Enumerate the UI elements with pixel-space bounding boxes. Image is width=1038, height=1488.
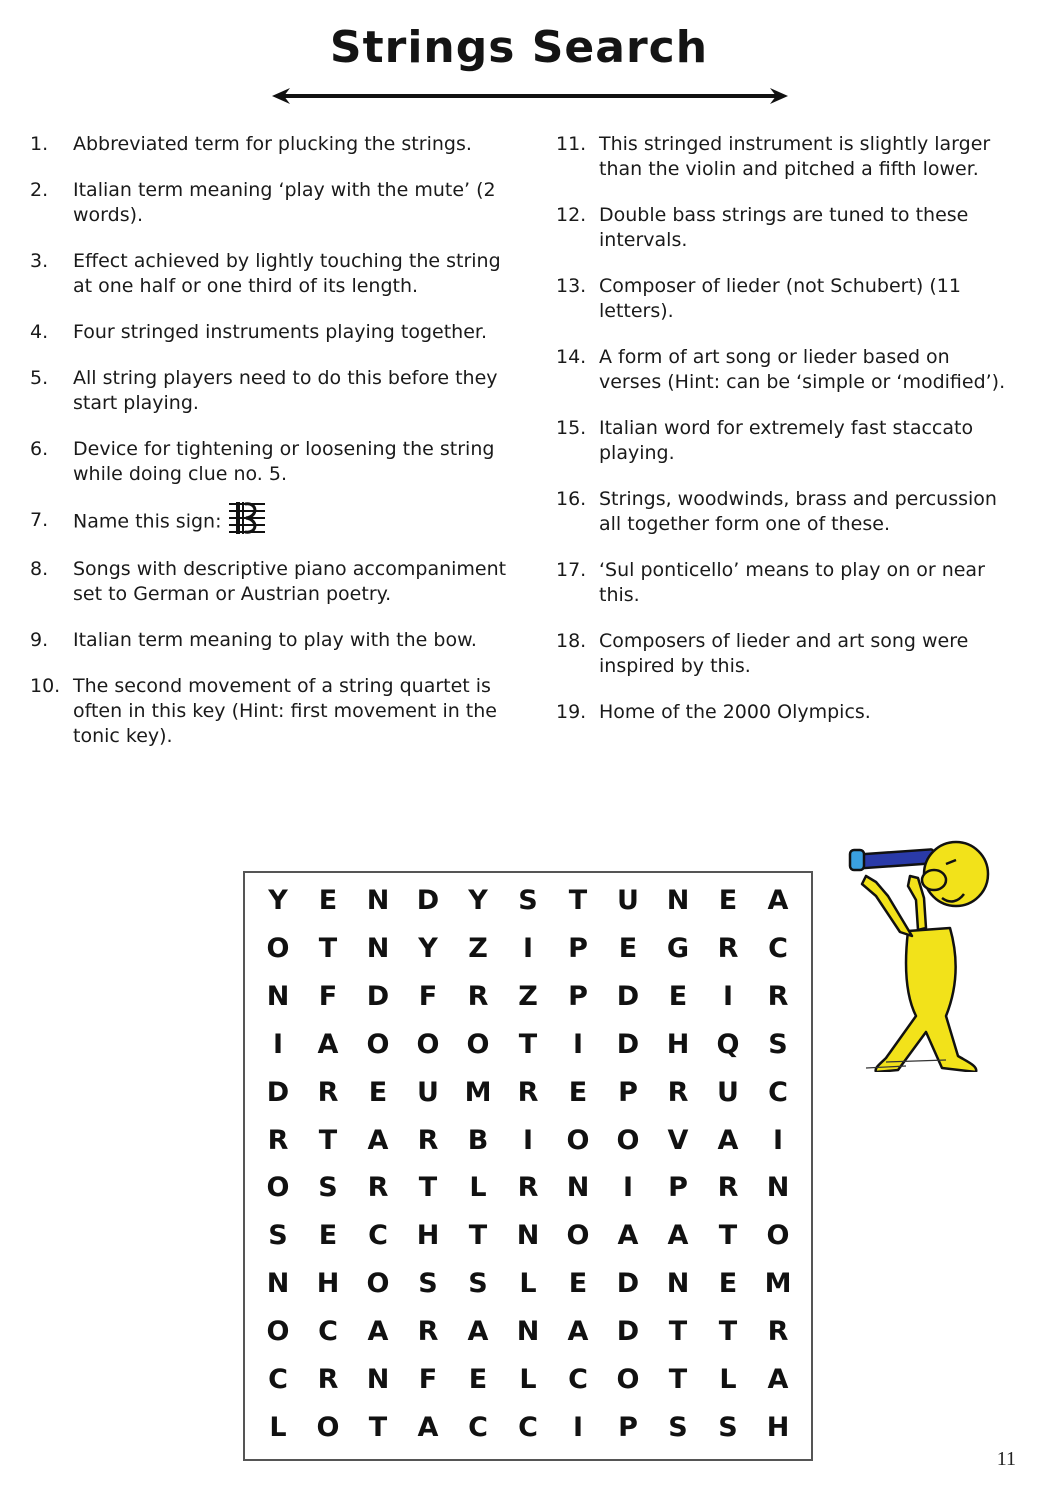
grid-cell[interactable]: N: [516, 1315, 540, 1347]
grid-cell[interactable]: E: [568, 1268, 588, 1300]
clue-item: 3. Effect achieved by lightly touching the string at one half or one third of its length.: [30, 250, 501, 297]
grid-cell[interactable]: N: [266, 1268, 290, 1300]
clue-item: 7. Name this sign:: [30, 508, 510, 536]
grid-cell[interactable]: T: [568, 885, 588, 917]
grid-cell[interactable]: U: [717, 1076, 739, 1108]
grid-cell[interactable]: R: [717, 933, 739, 965]
grid-cell[interactable]: O: [616, 1363, 640, 1395]
grid-cell[interactable]: T: [318, 1124, 338, 1156]
grid-cell[interactable]: O: [566, 1124, 590, 1156]
grid-cell[interactable]: B: [467, 1124, 489, 1156]
grid-cell[interactable]: I: [272, 1028, 284, 1060]
grid-cell[interactable]: O: [366, 1028, 390, 1060]
grid-cell[interactable]: T: [668, 1363, 688, 1395]
grid-cell[interactable]: C: [368, 1220, 388, 1252]
grid-cell[interactable]: N: [266, 981, 290, 1013]
grid-cell[interactable]: A: [367, 1124, 389, 1156]
grid-cell[interactable]: I: [772, 1124, 784, 1156]
grid-cell[interactable]: O: [416, 1028, 440, 1060]
grid-cell[interactable]: R: [467, 981, 489, 1013]
grid-cell[interactable]: P: [668, 1172, 688, 1204]
grid-cell[interactable]: Q: [716, 1028, 740, 1060]
page-title: Strings Search: [329, 22, 709, 73]
grid-cell[interactable]: V: [667, 1124, 689, 1156]
grid-cell[interactable]: O: [266, 1315, 290, 1347]
grid-cell[interactable]: E: [668, 981, 688, 1013]
grid-cell[interactable]: I: [722, 981, 734, 1013]
grid-cell[interactable]: H: [666, 1028, 690, 1060]
clues-right-column: [556, 132, 1016, 746]
grid-cell[interactable]: S: [718, 1411, 738, 1443]
clue-item: 1. Abbreviated term for plucking the strings.: [30, 133, 472, 155]
grid-cell[interactable]: C: [768, 1076, 788, 1108]
grid-cell[interactable]: E: [318, 885, 338, 917]
grid-cell[interactable]: N: [766, 1172, 790, 1204]
grid-cell[interactable]: C: [768, 933, 788, 965]
grid-cell[interactable]: I: [522, 1124, 534, 1156]
word-search-grid[interactable]: [243, 871, 813, 1461]
grid-cell[interactable]: E: [718, 885, 738, 917]
grid-cell[interactable]: M: [764, 1268, 792, 1300]
clue-item: 13. Composer of lieder (not Schubert) (11 letters).: [556, 275, 961, 322]
grid-cell[interactable]: Z: [518, 981, 538, 1013]
grid-cell[interactable]: O: [766, 1220, 790, 1252]
grid-cell[interactable]: U: [617, 885, 639, 917]
grid-cell[interactable]: P: [568, 981, 588, 1013]
grid-cell[interactable]: Y: [418, 933, 438, 965]
grid-cell[interactable]: I: [572, 1411, 584, 1443]
clue-item: 6. Device for tightening or loosening the string while doing clue no. 5.: [30, 438, 495, 485]
grid-cell[interactable]: H: [416, 1220, 440, 1252]
clue-item: 19. Home of the 2000 Olympics.: [556, 701, 871, 723]
grid-cell[interactable]: N: [366, 885, 390, 917]
grid-cell[interactable]: A: [767, 885, 789, 917]
grid-cell[interactable]: S: [318, 1172, 338, 1204]
grid-cell[interactable]: O: [616, 1124, 640, 1156]
grid-cell[interactable]: E: [318, 1220, 338, 1252]
grid-cell[interactable]: H: [766, 1411, 790, 1443]
grid-cell[interactable]: R: [417, 1124, 439, 1156]
clue-item: 12. Double bass strings are tuned to these intervals.: [556, 204, 969, 251]
grid-cell[interactable]: S: [668, 1411, 688, 1443]
grid-cell[interactable]: M: [464, 1076, 492, 1108]
grid-cell[interactable]: L: [719, 1363, 737, 1395]
grid-cell[interactable]: R: [267, 1124, 289, 1156]
page-number: 11: [996, 1448, 1016, 1470]
grid-cell[interactable]: Y: [468, 885, 488, 917]
clue-item: 9. Italian term meaning to play with the bow.: [30, 629, 477, 651]
telescope-figure-illustration: [846, 836, 1012, 1072]
grid-cell[interactable]: C: [318, 1315, 338, 1347]
grid-cell[interactable]: L: [519, 1363, 537, 1395]
grid-cell[interactable]: N: [666, 1268, 690, 1300]
alto-clef-icon: [227, 500, 267, 536]
grid-cell[interactable]: C: [268, 1363, 288, 1395]
grid-cell[interactable]: D: [616, 1268, 640, 1300]
grid-cell[interactable]: A: [667, 1220, 689, 1252]
grid-cell[interactable]: T: [318, 933, 338, 965]
grid-cell[interactable]: O: [466, 1028, 490, 1060]
grid-cell[interactable]: A: [317, 1028, 339, 1060]
grid-cell[interactable]: T: [668, 1315, 688, 1347]
grid-cell[interactable]: E: [618, 933, 638, 965]
grid-cell[interactable]: I: [572, 1028, 584, 1060]
grid-cell[interactable]: L: [269, 1411, 287, 1443]
grid-cell[interactable]: P: [618, 1411, 638, 1443]
clue-item: 10. The second movement of a string quartet is often in this key (Hint: first movement in the tonic key).: [30, 675, 497, 747]
grid-cell[interactable]: A: [367, 1315, 389, 1347]
grid-cell[interactable]: D: [616, 1315, 640, 1347]
grid-cell[interactable]: U: [417, 1076, 439, 1108]
grid-cell[interactable]: R: [767, 1315, 789, 1347]
grid-cell[interactable]: S: [518, 885, 538, 917]
clues-left-column: [30, 132, 510, 770]
grid-cell[interactable]: D: [416, 885, 440, 917]
grid-cell[interactable]: A: [717, 1124, 739, 1156]
grid-cell[interactable]: P: [618, 1076, 638, 1108]
grid-cell[interactable]: S: [268, 1220, 288, 1252]
grid-cell[interactable]: O: [266, 933, 290, 965]
grid-cell[interactable]: T: [718, 1220, 738, 1252]
grid-cell[interactable]: R: [517, 1172, 539, 1204]
grid-cell[interactable]: O: [566, 1220, 590, 1252]
grid-cell[interactable]: C: [468, 1411, 488, 1443]
clue-item: 15. Italian word for extremely fast staccato playing.: [556, 417, 974, 464]
grid-cell[interactable]: R: [667, 1076, 689, 1108]
grid-cell[interactable]: I: [522, 933, 534, 965]
grid-cell[interactable]: A: [567, 1315, 589, 1347]
grid-cell[interactable]: S: [468, 1268, 488, 1300]
grid-cell[interactable]: O: [266, 1172, 290, 1204]
grid-cell[interactable]: D: [366, 981, 390, 1013]
grid-cell[interactable]: O: [366, 1268, 390, 1300]
clue-item: 5. All string players need to do this before they start playing.: [30, 367, 498, 414]
double-arrow-divider: [272, 86, 788, 106]
grid-cell[interactable]: R: [767, 981, 789, 1013]
grid-cell[interactable]: A: [617, 1220, 639, 1252]
grid-cell[interactable]: E: [368, 1076, 388, 1108]
grid-cell[interactable]: R: [367, 1172, 389, 1204]
grid-cell[interactable]: Z: [468, 933, 488, 965]
grid-cell[interactable]: R: [317, 1363, 339, 1395]
clue-item: 8. Songs with descriptive piano accompaniment set to German or Austrian poetry.: [30, 558, 507, 605]
clue-item: 11. This stringed instrument is slightly larger than the violin and pitched a fifth lower.: [556, 133, 991, 180]
clue-item: 14. A form of art song or lieder based on verses (Hint: can be ‘simple or ‘modified’).: [556, 346, 1006, 393]
grid-cell[interactable]: F: [418, 981, 438, 1013]
grid-cell[interactable]: R: [417, 1315, 439, 1347]
grid-cell[interactable]: H: [316, 1268, 340, 1300]
clue-item: 16. Strings, woodwinds, brass and percussion all together form one of these.: [556, 488, 997, 535]
grid-cell[interactable]: A: [767, 1363, 789, 1395]
grid-cell[interactable]: P: [568, 933, 588, 965]
grid-cell[interactable]: N: [666, 885, 690, 917]
clue-item: 18. Composers of lieder and art song were inspired by this.: [556, 630, 969, 677]
grid-cell[interactable]: I: [622, 1172, 634, 1204]
grid-cell[interactable]: S: [418, 1268, 438, 1300]
clue-item: 4. Four stringed instruments playing together.: [30, 321, 488, 343]
grid-cell[interactable]: T: [468, 1220, 488, 1252]
grid-cell[interactable]: D: [266, 1076, 290, 1108]
grid-cell[interactable]: R: [317, 1076, 339, 1108]
grid-cell[interactable]: F: [418, 1363, 438, 1395]
grid-cell[interactable]: N: [516, 1220, 540, 1252]
clue-item: 17. ‘Sul ponticello’ means to play on or near this.: [556, 559, 985, 606]
grid-cell[interactable]: D: [616, 981, 640, 1013]
grid-cell[interactable]: T: [518, 1028, 538, 1060]
grid-cell[interactable]: C: [518, 1411, 538, 1443]
grid-cell[interactable]: L: [469, 1172, 487, 1204]
grid-cell[interactable]: T: [418, 1172, 438, 1204]
grid-cell[interactable]: E: [718, 1268, 738, 1300]
grid-cell[interactable]: E: [468, 1363, 488, 1395]
grid-cell[interactable]: N: [366, 933, 390, 965]
grid-cell[interactable]: C: [568, 1363, 588, 1395]
grid-cell[interactable]: F: [318, 981, 338, 1013]
grid-cell[interactable]: R: [717, 1172, 739, 1204]
grid-cell[interactable]: T: [368, 1411, 388, 1443]
grid-cell[interactable]: G: [666, 933, 690, 965]
grid-cell[interactable]: T: [718, 1315, 738, 1347]
grid-cell[interactable]: O: [316, 1411, 340, 1443]
clue-item: 2. Italian term meaning ‘play with the mute’ (2 words).: [30, 179, 496, 226]
grid-cell[interactable]: A: [467, 1315, 489, 1347]
grid-cell[interactable]: R: [517, 1076, 539, 1108]
grid-cell[interactable]: S: [768, 1028, 788, 1060]
grid-cell[interactable]: N: [566, 1172, 590, 1204]
grid-cell[interactable]: L: [519, 1268, 537, 1300]
grid-cell[interactable]: Y: [268, 885, 288, 917]
grid-cell[interactable]: D: [616, 1028, 640, 1060]
grid-cell[interactable]: A: [417, 1411, 439, 1443]
grid-cell[interactable]: N: [366, 1363, 390, 1395]
grid-cell[interactable]: E: [568, 1076, 588, 1108]
